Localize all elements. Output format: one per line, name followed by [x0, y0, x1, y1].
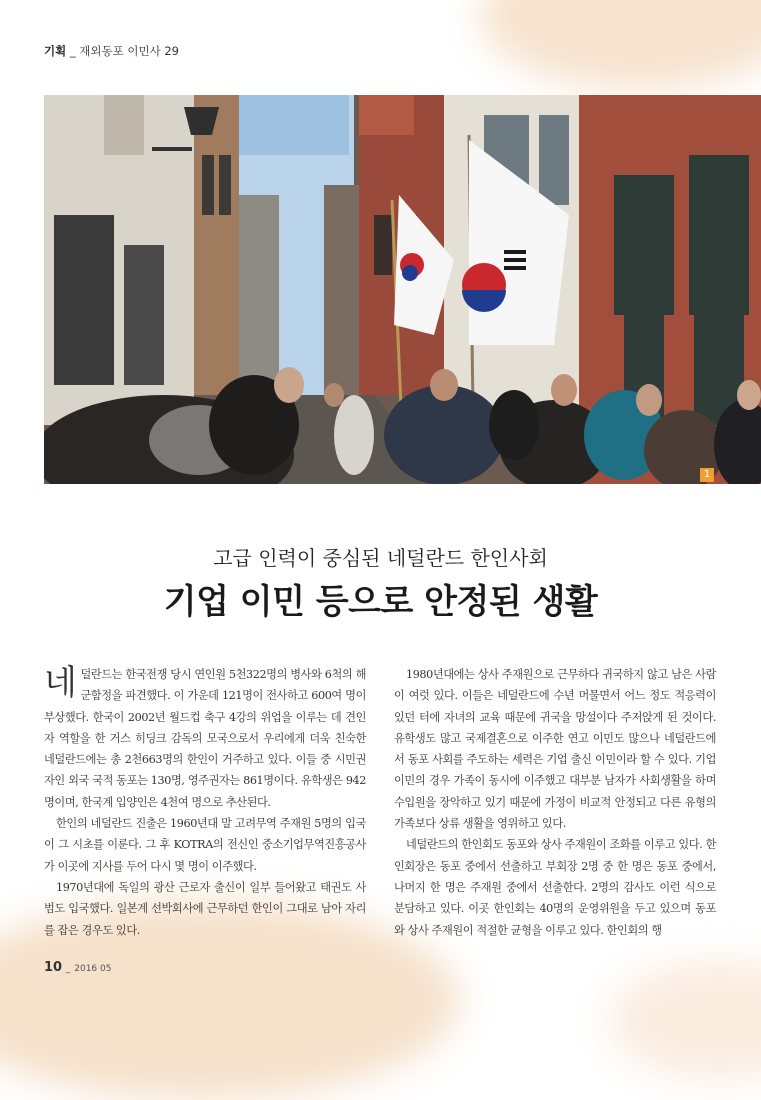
paragraph	[44, 664, 366, 813]
page-footer	[44, 960, 111, 975]
paragraph: 네덜란드의 한인회도 동포와 상사 주재원이 조화를 이루고 있다. 한인회장은 동포 중에서 선출하고 부회장 2명 중 한 명은 동포 중에서, 나머지 한 명은 주재원 중에서 선출한다. 2명의 감사도 이런 식으로 분담하고 있다. 이곳 한인회는 40명의 운영위원을 두고 있으며 동포와 상사 주재원이 적절한 균형을 이루고 있다. 한인회의 행	[394, 838, 716, 937]
article-column-right	[394, 664, 716, 941]
issue-date: 2016 05	[74, 964, 112, 974]
paragraph: 1970년대에 독일의 광산 근로자 출신이 일부 들어왔고 태권도 사범도 입국했다. 일본계 선박회사에 근무하던 한인이 그대로 남아 자리를 잡은 경우도 있다.	[44, 880, 366, 937]
footer-separator: _	[65, 964, 71, 974]
header-separator: _	[69, 44, 76, 58]
drop-cap: 네	[44, 663, 77, 703]
paragraph: 한인의 네덜란드 진출은 1960년대 말 고려무역 주재원 5명의 입국이 그 시초를 이룬다. 그 후 KOTRA의 전신인 중소기업무역진흥공사가 이곳에 지사를 두어 다시 몇 명이 이주했다.	[44, 817, 366, 873]
paragraph: 1980년대에는 상사 주재원으로 근무하다 귀국하지 않고 남은 사람이 여럿 있다. 이들은 네덜란드에 수년 머물면서 어느 정도 적응력이 있던 터에 자녀의 교육 때문에 귀국을 망설이다 주저앉게 된 것이다. 유학생도 많고 국제결혼으로 이주한 연고 이민도 많으나 네덜란드에서 동포 사회를 주도하는 세력은 기업 출신 이민이라 할 수 있다. 기업 이민의 경우 가족이 동시에 이주했고 대부분 남자가 사회생활을 하며 수입원을 장악하고 있기 때문에 가정이 비교적 안정되고 다른 유형의 가족보다 상류 생활을 영위하고 있다.	[394, 668, 716, 831]
article-photo	[44, 95, 761, 484]
decorative-wash-top	[480, 0, 761, 90]
paragraph-text: 덜란드는 한국전쟁 당시 연인원 5천322명의 병사와 6척의 해군함정을 파견했다. 이 가운데 121명이 전사하고 600여 명이 부상했다. 한국이 2002년 월드컵 축구 4강의 위업을 이루는 데 견인자 역할을 한 거스 히딩크 감독의 모국으로서 우리에게 더욱 친숙한 네덜란드에는 총 2천663명의 한인이 거주하고 있다. 이들 중 시민권자인 외국 국적 동포는 130명, 영주권자는 861명이다. 유학생은 942명이며, 한국계 입양인은 4천여 명으로 추산된다.	[44, 668, 366, 809]
section-label: 기획	[44, 44, 67, 58]
photo-number-badge: 1	[700, 468, 714, 482]
article-subtitle: 고급 인력이 중심된 네덜란드 한인사회	[213, 546, 548, 570]
article-column-left	[44, 664, 366, 941]
article-title: 기업 이민 등으로 안정된 생활	[163, 582, 598, 622]
decorative-wash-right	[610, 960, 761, 1080]
series-label: 재외동포 이민사 29	[79, 44, 179, 58]
page-header	[44, 43, 179, 59]
page-number: 10	[44, 960, 63, 975]
